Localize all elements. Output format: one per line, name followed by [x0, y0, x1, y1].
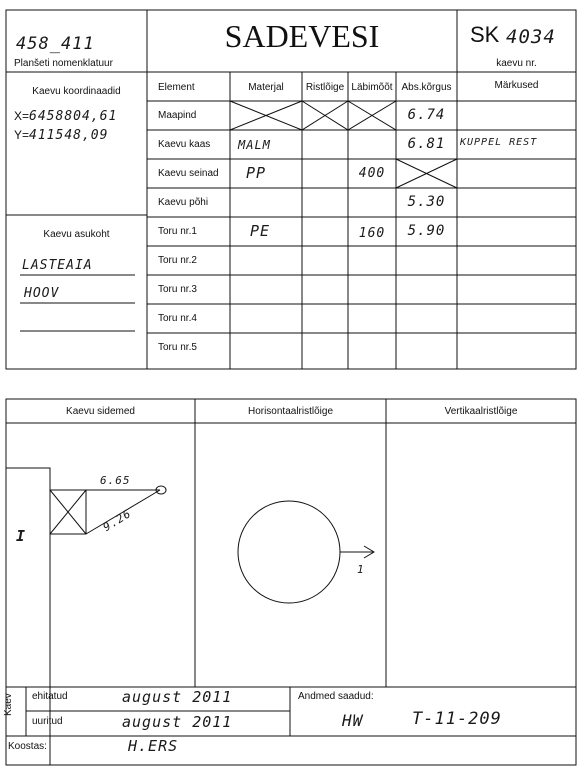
- tie-distance-2: 9.26: [100, 506, 134, 535]
- compiled-by-label: Koostas:: [8, 741, 47, 752]
- built-label: ehitatud: [32, 691, 68, 702]
- material-value: PE: [250, 222, 271, 240]
- well-number-label: kaevu nr.: [496, 58, 537, 69]
- col-diameter-header: Läbimõõt: [351, 82, 393, 93]
- pipe-number-label: 1: [357, 563, 365, 576]
- x-prefix: X=: [14, 109, 30, 123]
- row-label: Maapind: [158, 110, 197, 121]
- compiled-by-value: H.ERS: [128, 737, 179, 755]
- data-source-label: Andmed saadud:: [298, 691, 374, 702]
- x-coordinate: 6458804,61: [29, 109, 118, 124]
- location-label: Kaevu asukoht: [43, 229, 110, 240]
- nomenclature-label: Planšeti nomenklatuur: [14, 58, 113, 69]
- col-remarks-header: Märkused: [494, 80, 539, 91]
- building-mark: I: [16, 527, 27, 545]
- row-label: Toru nr.2: [158, 255, 197, 266]
- surveyed-label: uuritud: [32, 716, 63, 727]
- diameter-value: 160: [358, 226, 386, 241]
- location-line-1: LASTEAIA: [22, 258, 93, 273]
- row-label: Toru nr.3: [158, 284, 197, 295]
- col-element-header: Element: [158, 82, 195, 93]
- well-number-prefix: SK: [470, 22, 500, 47]
- tie-distance-1: 6.65: [100, 474, 131, 487]
- well-side-label: Kaev: [3, 693, 14, 716]
- row-label: Toru nr.4: [158, 313, 197, 324]
- y-prefix: Y=: [14, 128, 30, 142]
- vertical-section-label: Vertikaalristlõige: [444, 406, 518, 417]
- built-value: august 2011: [122, 688, 233, 706]
- surveyed-value: august 2011: [122, 713, 233, 731]
- data-source-value-2: T-11-209: [412, 709, 502, 729]
- nomenclature-value: 458_411: [16, 34, 95, 54]
- y-coordinate: 411548,09: [29, 128, 109, 143]
- remarks-value: KUPPEL REST: [460, 137, 538, 148]
- page-title: SADEVESI: [224, 18, 380, 54]
- col-abs-height-header: Abs.kõrgus: [401, 82, 452, 93]
- row-label: Kaevu põhi: [158, 197, 209, 208]
- horizontal-section-label: Horisontaalristlõige: [247, 406, 334, 417]
- row-label: Toru nr.1: [158, 226, 197, 237]
- col-cross-section-header: Ristlõige: [305, 82, 345, 93]
- row-label: Toru nr.5: [158, 342, 197, 353]
- location-line-2: HOOV: [24, 286, 60, 301]
- col-material-header: Materjal: [248, 82, 284, 93]
- diameter-value: 400: [358, 166, 386, 181]
- abs-height-value: 6.74: [407, 107, 446, 123]
- coordinates-label: Kaevu koordinaadid: [32, 86, 121, 97]
- ties-section-label: Kaevu sidemed: [66, 406, 135, 417]
- data-source-value-1: HW: [342, 711, 364, 730]
- material-value: PP: [246, 164, 267, 182]
- abs-height-value: 6.81: [407, 136, 446, 152]
- row-label: Kaevu kaas: [158, 139, 211, 150]
- well-number-value: 4034: [506, 26, 556, 48]
- abs-height-value: 5.30: [407, 194, 446, 210]
- row-label: Kaevu seinad: [158, 168, 219, 179]
- abs-height-value: 5.90: [407, 223, 446, 239]
- material-value: MALM: [238, 138, 271, 152]
